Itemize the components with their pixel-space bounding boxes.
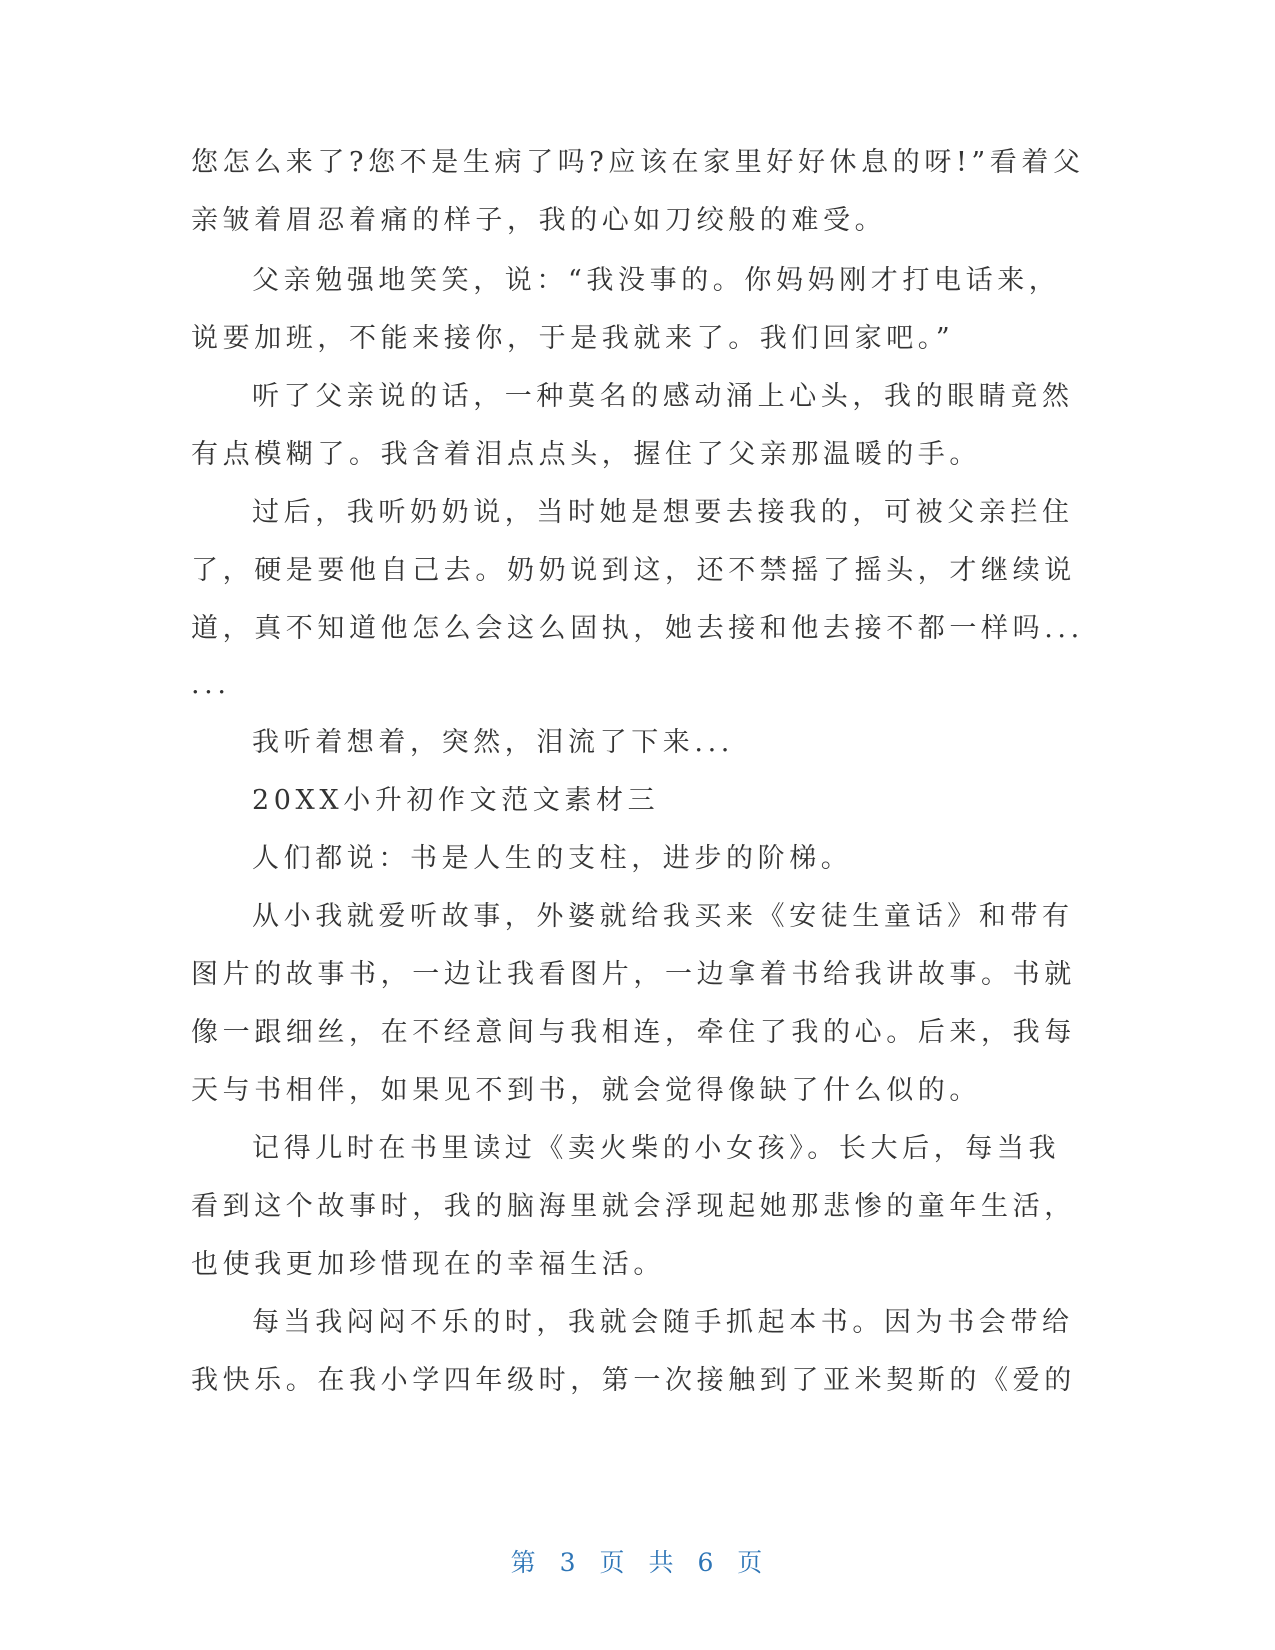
paragraph-first-line: 过后，我听奶奶说，当时她是想要去接我的，可被父亲拦住: [252, 497, 1074, 528]
paragraph-first-line: 听了父亲说的话，一种莫名的感动涌上心头，我的眼睛竟然: [252, 381, 1074, 412]
current-page-number: 3: [559, 1548, 578, 1577]
total-page-number: 6: [697, 1548, 716, 1577]
text-line: 图片的故事书，一边让我看图片，一边拿着书给我讲故事。书就: [191, 959, 1076, 990]
paragraph-first-line: 记得儿时在书里读过《卖火柴的小女孩》。长大后，每当我: [252, 1133, 1061, 1164]
text-line: 我快乐。在我小学四年级时，第一次接触到了亚米契斯的《爱的: [191, 1365, 1076, 1396]
text-line: 亲皱着眉忍着痛的样子，我的心如刀绞般的难受。: [191, 205, 887, 236]
text-line: ...: [191, 669, 231, 700]
footer-label: 页: [599, 1548, 627, 1577]
text-line: 您怎么来了?您不是生病了吗?应该在家里好好休息的呀!”看着父: [191, 147, 1085, 178]
text-line: 有点模糊了。我含着泪点点头，握住了父亲那温暖的手。: [191, 439, 981, 470]
footer-label: 页: [737, 1548, 765, 1577]
paragraph-first-line: 父亲勉强地笑笑，说：“我没事的。你妈妈刚才打电话来，: [252, 265, 1061, 296]
text-line: 道，真不知道他怎么会这么固执，她去接和他去接不都一样吗...: [191, 613, 1084, 644]
footer-label: 共: [648, 1548, 676, 1577]
text-line: 看到这个故事时，我的脑海里就会浮现起她那悲惨的童年生活，: [191, 1191, 1076, 1222]
paragraph-first-line: 每当我闷闷不乐的时，我就会随手抓起本书。因为书会带给: [252, 1307, 1074, 1338]
text-line: 说要加班，不能来接你，于是我就来了。我们回家吧。”: [191, 323, 955, 354]
section-heading: 20XX小升初作文范文素材三: [252, 785, 660, 816]
paragraph-first-line: 人们都说：书是人生的支柱，进步的阶梯。: [252, 843, 853, 874]
text-line: 天与书相伴，如果见不到书，就会觉得像缺了什么似的。: [191, 1075, 981, 1106]
paragraph-first-line: 我听着想着，突然，泪流了下来...: [252, 727, 734, 758]
paragraph-first-line: 从小我就爱听故事，外婆就给我买来《安徒生童话》和带有: [252, 901, 1074, 932]
text-line: 也使我更加珍惜现在的幸福生活。: [191, 1249, 665, 1280]
text-line: 了，硬是要他自己去。奶奶说到这，还不禁摇了摇头，才继续说: [191, 555, 1076, 586]
page-footer: [0, 1543, 1275, 1579]
text-line: 像一跟细丝，在不经意间与我相连，牵住了我的心。后来，我每: [191, 1017, 1076, 1048]
footer-label: 第: [510, 1548, 538, 1577]
